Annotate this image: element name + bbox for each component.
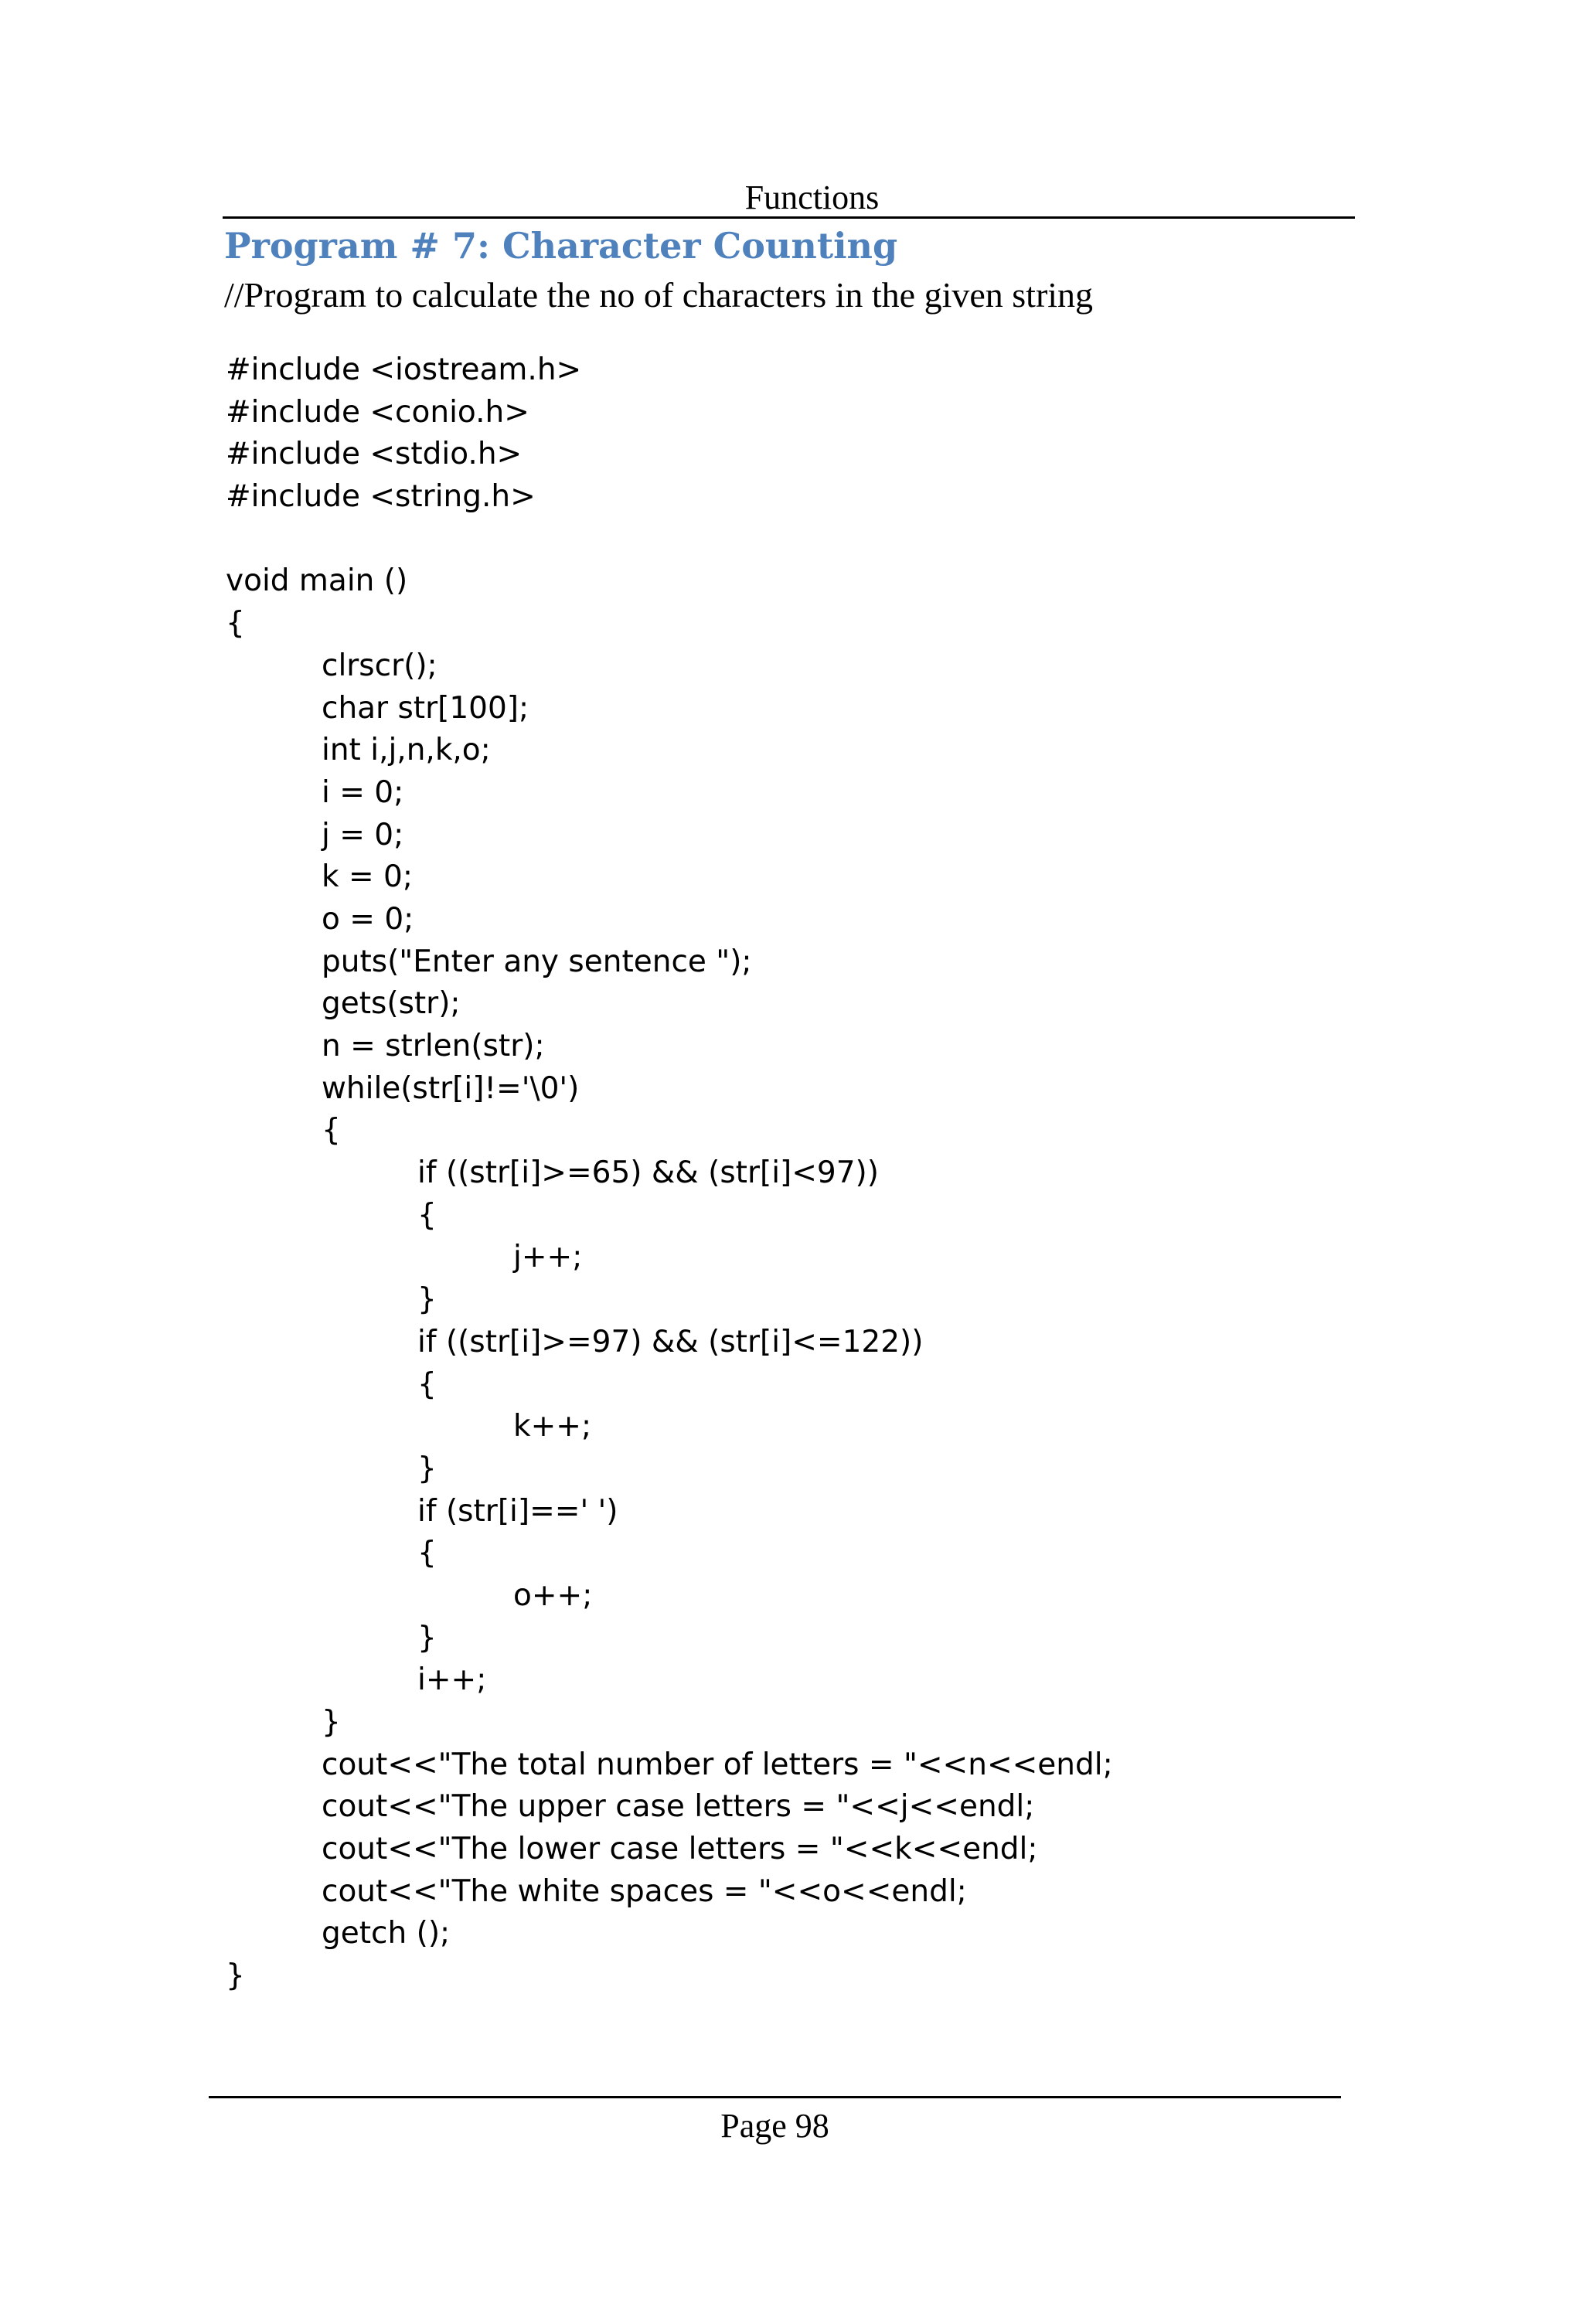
code-line: #include <conio.h> <box>226 394 529 430</box>
code-line: o++; <box>513 1577 593 1613</box>
code-line: while(str[i]!='\0') <box>322 1070 580 1106</box>
program-title: Program # 7: Character Counting <box>224 225 898 267</box>
code-line: #include <iostream.h> <box>226 352 582 387</box>
code-line: if ((str[i]>=97) && (str[i]<=122)) <box>417 1324 924 1359</box>
code-line: j = 0; <box>322 817 404 852</box>
code-line: } <box>417 1282 437 1318</box>
code-line: i++; <box>417 1662 487 1698</box>
code-line: if (str[i]==' ') <box>417 1493 618 1529</box>
code-line: if ((str[i]>=65) && (str[i]<97)) <box>417 1155 879 1191</box>
code-line: char str[100]; <box>322 690 529 726</box>
code-line: i = 0; <box>322 774 404 810</box>
code-line: k = 0; <box>322 859 414 895</box>
code-line: gets(str); <box>322 986 461 1022</box>
code-line: } <box>322 1705 341 1740</box>
code-line: int i,j,n,k,o; <box>322 733 491 768</box>
code-line: { <box>417 1536 437 1571</box>
code-line: clrscr(); <box>322 648 437 683</box>
code-line: } <box>417 1451 437 1486</box>
program-comment: //Program to calculate the no of characters in the given string <box>224 275 1094 315</box>
code-line: cout<<"The white spaces = "<<o<<endl; <box>322 1873 967 1909</box>
code-line: puts("Enter any sentence "); <box>322 944 752 979</box>
running-footer <box>209 2096 1341 2151</box>
code-line: { <box>417 1197 437 1233</box>
code-line: cout<<"The upper case letters = "<<j<<endl; <box>322 1789 1035 1825</box>
header-text: Functions <box>744 179 880 216</box>
code-line: k++; <box>513 1409 592 1444</box>
code-line: { <box>226 606 245 641</box>
code-line: } <box>417 1620 437 1655</box>
code-line: n = strlen(str); <box>322 1029 545 1063</box>
code-line: { <box>322 1113 341 1148</box>
code-line: cout<<"The lower case letters = "<<k<<endl; <box>322 1832 1038 1867</box>
code-line: { <box>417 1366 437 1402</box>
code-listing <box>226 349 1113 1998</box>
running-header <box>223 179 1355 219</box>
code-line: #include <stdio.h> <box>226 437 523 472</box>
code-line: j++; <box>513 1240 583 1275</box>
code-line: void main () <box>226 563 408 599</box>
code-line: #include <string.h> <box>226 479 536 515</box>
code-line: getch (); <box>322 1916 451 1951</box>
code-line: cout<<"The total number of letters = "<<n<<endl; <box>322 1747 1113 1782</box>
code-line: o = 0; <box>322 901 414 937</box>
page-number: Page 98 <box>720 2107 829 2145</box>
code-line <box>226 519 1113 561</box>
code-line: } <box>226 1958 245 1994</box>
